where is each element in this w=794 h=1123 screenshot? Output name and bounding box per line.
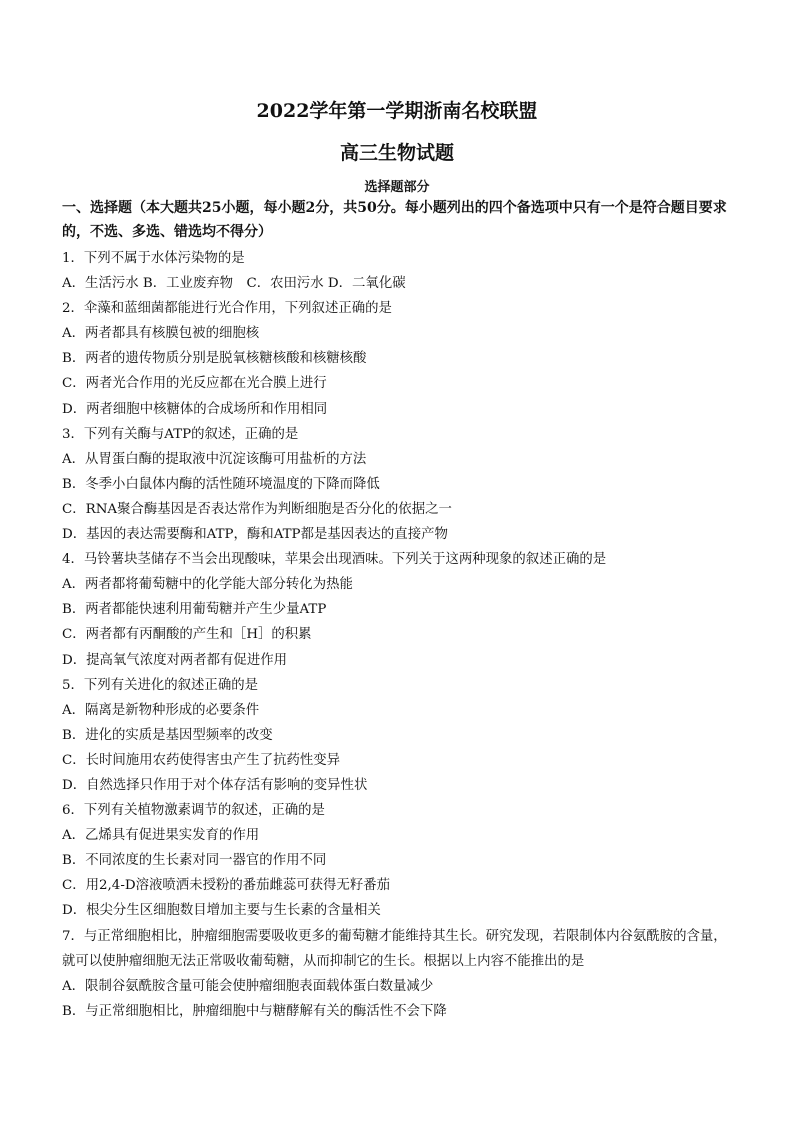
exam-subtitle: 高三生物试题 — [339, 142, 454, 164]
option-line: A．隔离是新物种形成的必要条件 — [62, 702, 260, 718]
question-line: 2．伞藻和蓝细菌都能进行光合作用，下列叙述正确的是 — [62, 301, 392, 317]
option-line: D．两者细胞中核糖体的合成场所和作用相同 — [62, 401, 328, 417]
option-line: B．不同浓度的生长素对同一器官的作用不同 — [62, 853, 327, 869]
option-line: D．提高氧气浓度对两者都有促进作用 — [62, 652, 287, 668]
question-line: 3．下列有关酶与ATP的叙述，正确的是 — [62, 426, 299, 442]
option-line: D．基因的表达需要酶和ATP，酶和ATP都是基因表达的直接产物 — [62, 527, 448, 543]
question-line: 6．下列有关植物激素调节的叙述，正确的是 — [62, 803, 325, 819]
option-line: A．限制谷氨酰胺含量可能会使肿瘤细胞表面载体蛋白数量减少 — [62, 978, 434, 994]
option-line: D．根尖分生区细胞数目增加主要与生长素的含量相关 — [62, 903, 381, 919]
option-line: A．乙烯具有促进果实发育的作用 — [62, 828, 260, 844]
option-line: C．RNA聚合酶基因是否表达常作为判断细胞是否分化的依据之一 — [62, 501, 452, 517]
question-line: 1．下列不属于水体污染物的是 — [62, 251, 245, 266]
option-line: C．用2,4-D溶液喷洒未授粉的番茄雌蕊可获得无籽番茄 — [62, 878, 391, 894]
option-line: C．长时间施用农药使得害虫产生了抗药性变异 — [62, 752, 341, 768]
question-list — [62, 246, 740, 1024]
option-line: B．与正常细胞相比，肿瘤细胞中与糖酵解有关的酶活性不会下降 — [62, 1003, 447, 1019]
option-line: D．自然选择只作用于对个体存活有影响的变异性状 — [62, 777, 368, 793]
exam-title: 2022学年第一学期浙南名校联盟 — [256, 100, 538, 122]
question-line: 5．下列有关进化的叙述正确的是 — [62, 677, 258, 693]
section-instructions: 一、选择题（本大题共25小题，每小题2分，共50分。每小题列出的四个备选项中只有一个是符合题目要求的，不选、多选、错选均不得分） — [62, 200, 727, 240]
option-line: A．两者都具有核膜包被的细胞核 — [62, 326, 260, 342]
option-line: B．冬季小白鼠体内酶的活性随环境温度的下降而降低 — [62, 476, 380, 492]
option-line: B．两者都能快速利用葡萄糖并产生少量ATP — [62, 602, 327, 618]
question-line: 7．与正常细胞相比，肿瘤细胞需要吸收更多的葡萄糖才能维持其生长。研究发现，若限制体内谷氨酰胺的含量，就可以使肿瘤细胞无法正常吸收葡萄糖，从而抑制它的生长。根据以上内容不能推出的是 — [62, 928, 727, 969]
question-line: 4．马铃薯块茎储存不当会出现酸味，苹果会出现酒味。下列关于这两种现象的叙述正确的是 — [62, 552, 607, 568]
option-line: A．两者都将葡萄糖中的化学能大部分转化为热能 — [62, 577, 353, 593]
option-line: C．两者光合作用的光反应都在光合膜上进行 — [62, 376, 327, 392]
section-heading: 选择题部分 — [364, 180, 430, 195]
option-line: B．两者的遗传物质分别是脱氧核糖核酸和核糖核酸 — [62, 351, 367, 367]
option-line: B．进化的实质是基因型频率的改变 — [62, 727, 273, 743]
option-line: A．生活污水 B．工业废弃物 C．农田污水 D．二氧化碳 — [62, 276, 406, 292]
option-line: A．从胃蛋白酶的提取液中沉淀该酶可用盐析的方法 — [62, 451, 367, 467]
option-line: C．两者都有丙酮酸的产生和［H］的积累 — [62, 627, 312, 643]
